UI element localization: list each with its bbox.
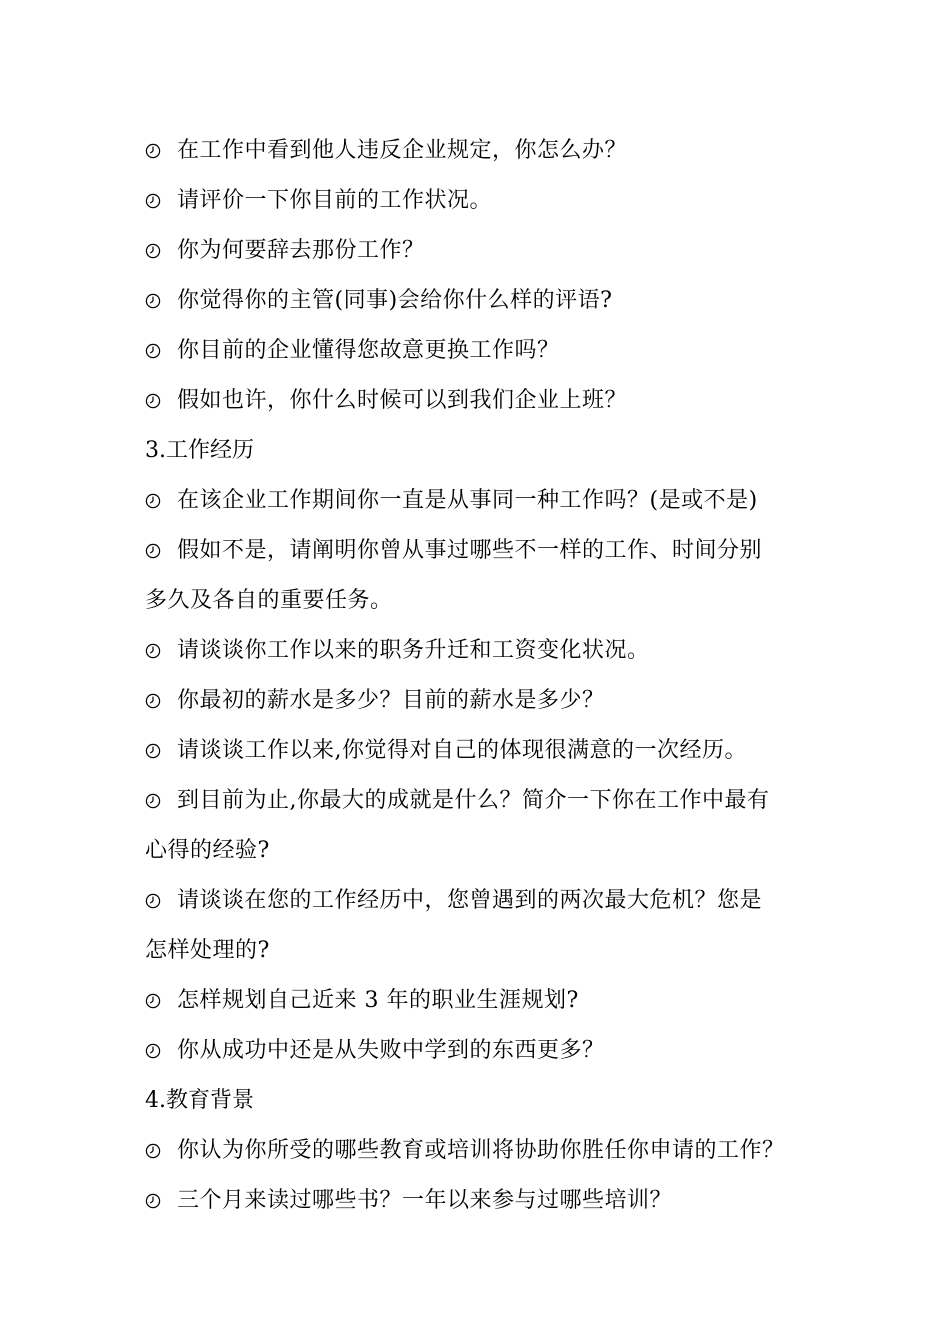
line-text: 请评价一下你目前的工作状况。 [177, 188, 493, 213]
question-item [145, 626, 825, 676]
section-heading [145, 1076, 825, 1126]
line-text: 4.教育背景 [145, 1088, 254, 1113]
line-text: 怎样处理的? [145, 938, 270, 963]
question-item [145, 726, 825, 776]
question-item [145, 326, 825, 376]
clock-bullet-icon [145, 1193, 161, 1209]
clock-bullet-icon [145, 343, 161, 359]
question-item [145, 776, 825, 826]
question-item [145, 376, 825, 426]
question-item [145, 1026, 825, 1076]
clock-bullet-icon [145, 893, 161, 909]
question-item [145, 526, 825, 576]
clock-bullet-icon [145, 1143, 161, 1159]
question-item [145, 276, 825, 326]
question-item [145, 126, 825, 176]
section-heading [145, 426, 825, 476]
line-text: 你最初的薪水是多少？目前的薪水是多少？ [177, 688, 605, 713]
clock-bullet-icon [145, 993, 161, 1009]
question-item [145, 226, 825, 276]
question-item [145, 676, 825, 726]
line-text: 你认为你所受的哪些教育或培训将协助你胜任你申请的工作？ [177, 1138, 785, 1163]
clock-bullet-icon [145, 143, 161, 159]
clock-bullet-icon [145, 393, 161, 409]
line-text: 你目前的企业懂得您故意更换工作吗？ [177, 338, 560, 363]
clock-bullet-icon [145, 643, 161, 659]
line-text: 请谈谈工作以来,你觉得对自己的体现很满意的一次经历。 [177, 738, 747, 763]
line-text: 假如也许，你什么时候可以到我们企业上班？ [177, 388, 628, 413]
line-text: 你觉得你的主管(同事)会给你什么样的评语? [177, 288, 613, 313]
line-text: 请谈谈在您的工作经历中，您曾遇到的两次最大危机？您是 [177, 888, 763, 913]
line-text: 你为何要辞去那份工作？ [177, 238, 425, 263]
question-continuation [145, 826, 825, 876]
clock-bullet-icon [145, 193, 161, 209]
clock-bullet-icon [145, 293, 161, 309]
clock-bullet-icon [145, 693, 161, 709]
clock-bullet-icon [145, 793, 161, 809]
line-text: 3.工作经历 [145, 438, 254, 463]
line-text: 到目前为止,你最大的成就是什么？简介一下你在工作中最有 [177, 788, 770, 813]
question-item [145, 176, 825, 226]
clock-bullet-icon [145, 1043, 161, 1059]
line-text: 多久及各自的重要任务。 [145, 588, 393, 613]
question-item [145, 876, 825, 926]
line-text: 在工作中看到他人违反企业规定，你怎么办？ [177, 138, 628, 163]
clock-bullet-icon [145, 493, 161, 509]
line-text: 假如不是，请阐明你曾从事过哪些不一样的工作、时间分别 [177, 538, 763, 563]
line-text: 心得的经验? [145, 838, 270, 863]
clock-bullet-icon [145, 243, 161, 259]
question-item [145, 976, 825, 1026]
question-item [145, 476, 825, 526]
clock-bullet-icon [145, 543, 161, 559]
question-continuation [145, 926, 825, 976]
line-text: 怎样规划自己近来 3 年的职业生涯规划? [177, 988, 579, 1013]
line-text: 你从成功中还是从失败中学到的东西更多？ [177, 1038, 605, 1063]
question-item [145, 1176, 825, 1226]
line-text: 三个月来读过哪些书？一年以来参与过哪些培训？ [177, 1188, 673, 1213]
line-text: 请谈谈你工作以来的职务升迁和工资变化状况。 [177, 638, 650, 663]
clock-bullet-icon [145, 743, 161, 759]
document-body [145, 126, 825, 1226]
question-item [145, 1126, 825, 1176]
line-text: 在该企业工作期间你一直是从事同一种工作吗？(是或不是) [177, 488, 758, 513]
question-continuation [145, 576, 825, 626]
